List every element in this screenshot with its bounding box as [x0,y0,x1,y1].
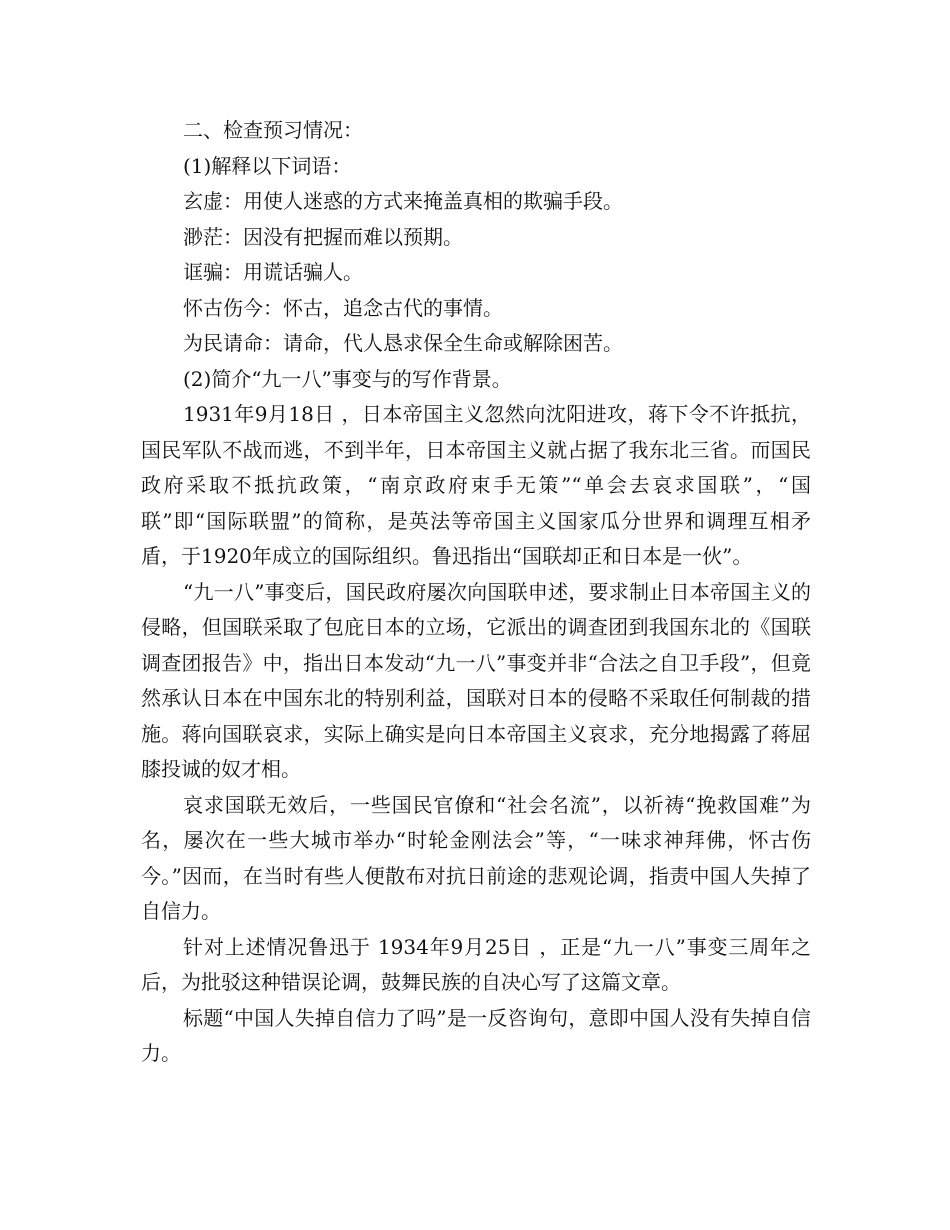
section-heading: 二、检查预习情况： [183,118,363,142]
subsection-heading-vocabulary: (1)解释以下词语： [183,153,352,178]
subsection-heading-background: (2)简介“九一八”事变与的写作背景。 [183,366,512,391]
term-definition: 怀古伤今：怀古，追念古代的事情。 [183,295,503,320]
body-paragraph: 标题“中国人失掉自信力了吗”是一反咨询句，意即中国人没有失掉自信力。 [141,1005,811,1065]
body-paragraph: 1931年9月18日 ，日本帝国主义忽然向沈阳进攻，蒋下令不许抵抗，国民军队不战而逃，不到半年，日本帝国主义就占据了我东北三省。而国民政府采取不抵抗政策，“南京政府束手无策”“单会去哀求国联”，“国联”即“国际联盟”的简称，是英法等帝国主义国家瓜分世界和调理互相矛盾，于1920年成立的国际组织。鲁迅指出“国联却正和日本是一伙”。 [141,402,811,568]
body-paragraph: 哀求国联无效后，一些国民官僚和“社会名流”，以祈祷“挽救国难”为名，屡次在一些大城市举办“时轮金刚法会”等，“一味求神拜佛，怀古伤今。”因而，在当时有些人便散布对抗日前途的悲观论调，指责中国人失掉了自信力。 [141,792,811,923]
body-paragraph: 针对上述情况鲁迅于 1934年9月25日 ，正是“九一八”事变三周年之后，为批驳这种错误论调，鼓舞民族的自决心写了这篇文章。 [141,934,811,994]
term-definition: 玄虚：用使人迷惑的方式来掩盖真相的欺骗手段。 [183,189,623,213]
document-body [141,113,811,1072]
term-definition: 渺茫：因没有把握而难以预期。 [183,224,463,249]
term-definition: 为民请命：请命，代人恳求保全生命或解除困苦。 [183,331,623,355]
term-definition: 诓骗：用谎话骗人。 [183,260,363,284]
body-paragraph: “九一八”事变后，国民政府屡次向国联申述，要求制止日本帝国主义的侵略，但国联采取了包庇日本的立场，它派出的调查团到我国东北的《国联调查团报告》中，指出日本发动“九一八”事变并非“合法之自卫手段”，但竟然承认日本在中国东北的特别利益，国联对日本的侵略不采取任何制裁的措施。蒋向国联哀求，实际上确实是向日本帝国主义哀求，充分地揭露了蒋屈膝投诚的奴才相。 [141,579,811,781]
